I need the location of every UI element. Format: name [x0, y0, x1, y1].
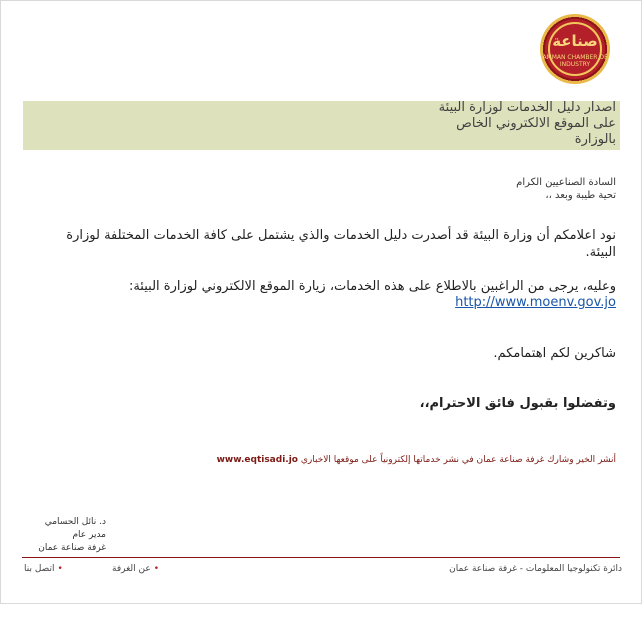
signature-title: مدير عام: [72, 530, 106, 540]
banner-line-3: بالوزارة: [574, 132, 616, 147]
announcement-paragraph: نود اعلامكم أن وزارة البيئة قد أصدرت دليل الخدمات والذي يشتمل على كافة الخدمات المختلفة لوزارة البيئة.: [66, 228, 616, 260]
thanks-text: شاكرين لكم اهتمامكم.: [493, 346, 616, 361]
promo-site-link[interactable]: www.eqtisadi.jo: [216, 455, 298, 465]
ministry-website-link[interactable]: http://www.moenv.gov.jo: [455, 295, 616, 310]
regards-text: وتفضلوا بقبول فائق الاحترام،،: [419, 396, 616, 411]
logo-sub: AMMAN CHAMBER OF INDUSTRY: [542, 54, 608, 68]
bullet-icon: •: [57, 564, 63, 574]
logo-name: صناعة: [552, 32, 598, 50]
footer-dept: دائرة تكنولوجيا المعلومات - غرفة صناعة عمان: [449, 564, 622, 574]
signature-block: [26, 516, 106, 555]
footer-contact-label: اتصل بنا: [24, 564, 55, 574]
greeting-line-2: تحية طيبة وبعد ،،: [545, 190, 616, 201]
chamber-logo: [540, 14, 610, 84]
promo-line: [217, 455, 616, 465]
visit-paragraph: وعليه، يرجى من الراغبين بالاطلاع على هذه الخدمات، زيارة الموقع الالكتروني لوزارة البيئة:: [128, 279, 616, 294]
footer-divider: [22, 557, 620, 558]
footer-contact-link[interactable]: [24, 564, 63, 574]
banner-line-2: على الموقع الالكتروني الخاص: [456, 116, 616, 131]
footer-about-link[interactable]: [112, 564, 159, 574]
footer-about-label: عن الغرفة: [112, 564, 151, 574]
greeting: [516, 176, 616, 202]
bullet-icon: •: [153, 564, 160, 574]
signature-name: د. نائل الحسامي: [44, 517, 106, 527]
signature-org: غرفة صناعة عمان: [38, 543, 106, 553]
promo-text: أنشر الخير وشارك غرفة صناعة عمان في نشر خدماتها إلكترونياً على موقعها الاخباري: [300, 455, 616, 465]
banner-title: [396, 100, 616, 148]
greeting-line-1: السادة الصناعيين الكرام: [516, 177, 616, 188]
banner-line-1: اصدار دليل الخدمات لوزارة البيئة: [438, 100, 616, 115]
